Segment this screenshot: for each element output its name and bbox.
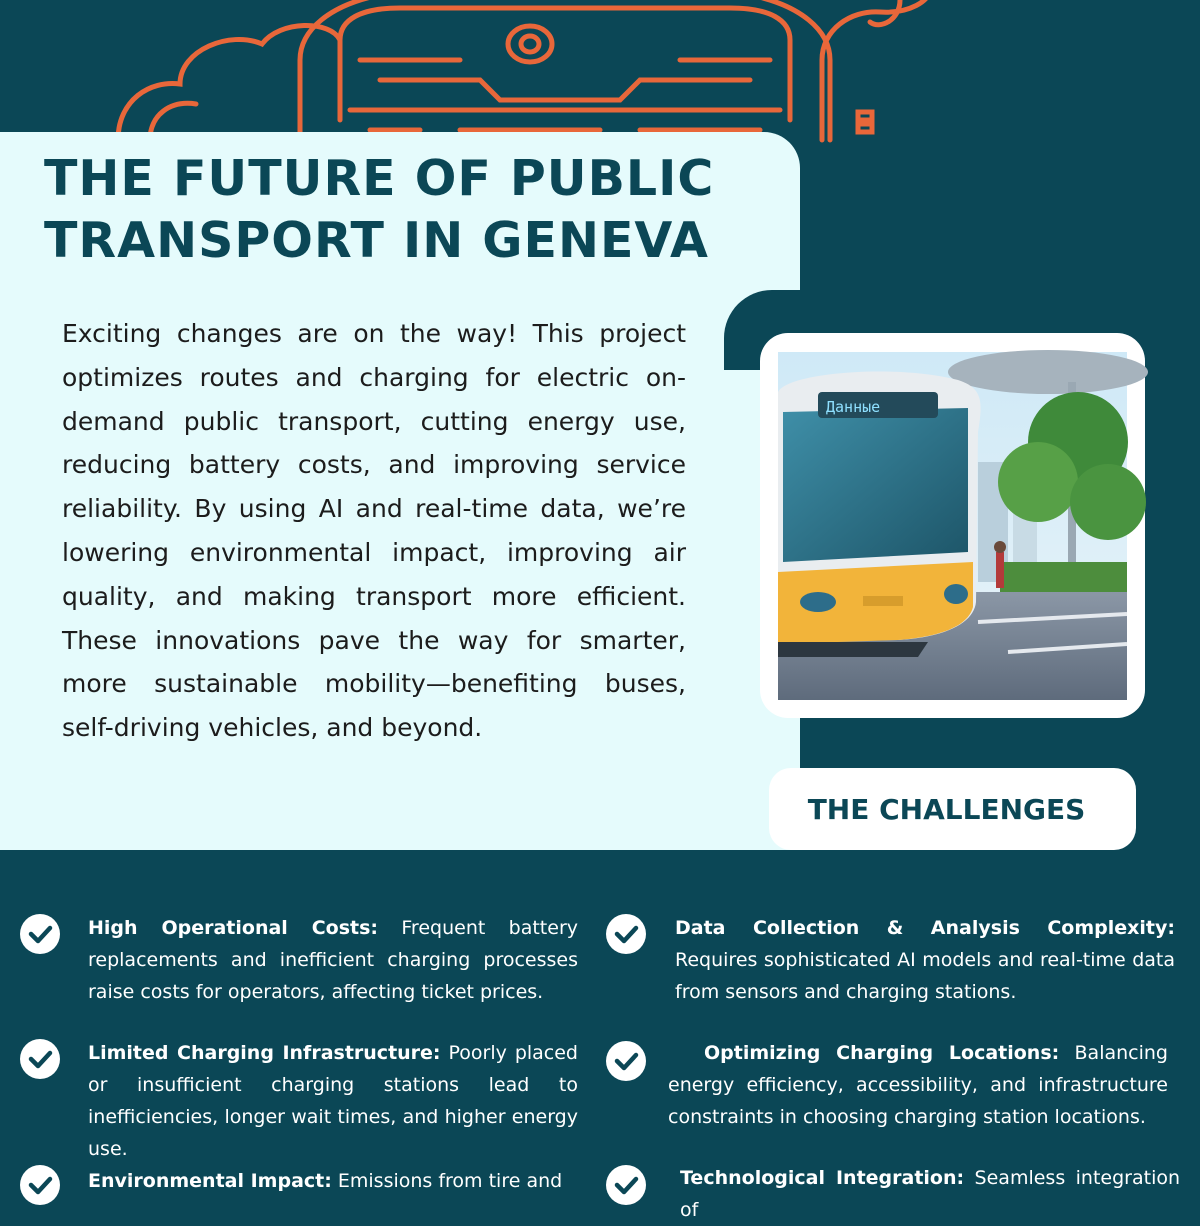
challenge-description: Requires sophisticated AI models and real-time data from sensors and charging stations.	[675, 949, 1175, 1003]
challenge-item-1	[88, 912, 578, 1008]
check-circle-icon	[20, 914, 60, 954]
title-line-2: TRANSPORT IN GENEVA	[44, 212, 709, 269]
car-outline-illustration	[0, 0, 1200, 140]
check-circle-icon	[606, 1165, 646, 1205]
title-line-1: THE FUTURE OF PUBLIC	[44, 150, 715, 207]
challenge-description: Frequent battery replacements and inefficient charging processes raise costs for operators, affecting ticket prices.	[88, 917, 579, 1003]
challenge-title: Limited Charging Infrastructure:	[88, 1042, 441, 1064]
challenge-description: Balancing energy efficiency, accessibility, and infrastructure constraints in choosing charging station locations.	[668, 1042, 1168, 1128]
challenge-description: Poorly placed or insufficient charging stations lead to inefficiencies, longer wait times, and higher energy use.	[88, 1042, 578, 1160]
bus-destination-sign: Данные	[826, 398, 881, 416]
challenge-item-6	[680, 1162, 1180, 1226]
page-title	[44, 148, 784, 272]
challenge-item-4	[668, 1037, 1168, 1133]
challenge-title: Optimizing Charging Locations:	[704, 1042, 1060, 1064]
check-circle-icon	[606, 1041, 646, 1081]
intro-paragraph: Exciting changes are on the way! This project optimizes routes and charging for electric on-demand public transport, cutting energy use, reducing battery costs, and improving service reliability. By using AI and real-time data, we’re lowering environmental impact, improving air quality, and making transport more efficient. These innovations pave the way for smarter, more sustainable mobility—benefiting buses, self-driving vehicles, and beyond.	[62, 319, 686, 743]
challenge-item-5	[88, 1165, 588, 1197]
bus-photo	[778, 352, 1127, 700]
challenge-item-2	[675, 912, 1175, 1008]
check-circle-icon	[20, 1039, 60, 1079]
challenge-description: Emissions from tire and	[337, 1170, 563, 1192]
check-circle-icon	[20, 1165, 60, 1205]
challenge-description: Seamless integration of	[680, 1167, 1181, 1221]
challenge-item-3	[88, 1037, 578, 1165]
challenges-heading: THE CHALLENGES	[769, 768, 1136, 850]
check-circle-icon	[606, 914, 646, 954]
challenge-title: Environmental Impact:	[88, 1170, 332, 1192]
challenge-title: Data Collection & Analysis Complexity:	[675, 917, 1175, 939]
challenge-title: Technological Integration:	[680, 1167, 965, 1189]
challenge-title: High Operational Costs:	[88, 917, 379, 939]
